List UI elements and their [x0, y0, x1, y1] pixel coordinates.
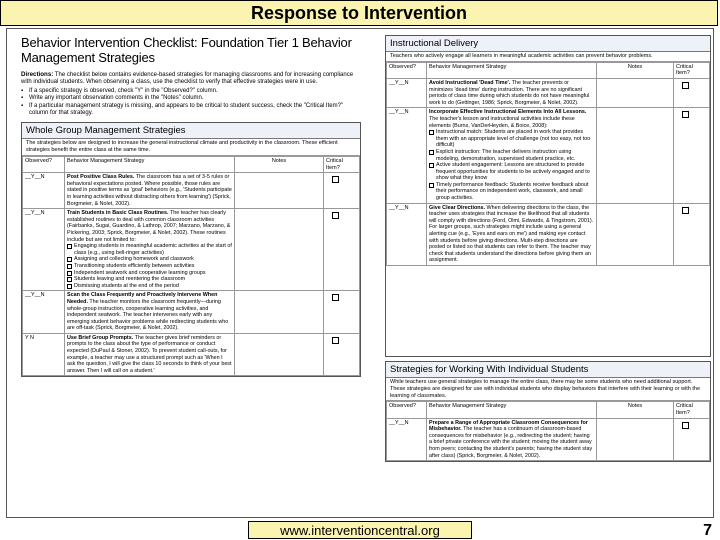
col-strategy: Behavior Management Strategy	[427, 62, 597, 78]
footer-url[interactable]: www.interventioncentral.org	[248, 521, 472, 539]
table-row	[387, 78, 710, 107]
notes-cell[interactable]	[597, 108, 674, 203]
list-item: Timely performance feedback: Students receive feedback about their performance on independent work, classwork, and small group activities.	[429, 182, 594, 202]
instructional-title: Instructional Delivery	[386, 36, 710, 52]
observed-cell[interactable]: __Y__N	[23, 173, 65, 209]
strategy-title: Incorporate Effective Instructional Elements Into All Lessons.	[429, 109, 587, 116]
col-observed: Observed?	[387, 402, 427, 418]
strategy-text: The teacher has clearly established routines to deal with common classroom activities (Fairbanks, Sugai, Guardino, & Lathrop, 2007; Marzano, Marzano, & Pickering, 2003; Sprick, Borgmeier, & Nolet, 2002). These routines include but are not limited to:	[67, 210, 231, 243]
col-observed: Observed?	[23, 157, 65, 173]
instructional-table	[386, 62, 710, 266]
observed-cell[interactable]: __Y__N	[23, 209, 65, 291]
strategy-cell	[65, 333, 235, 376]
col-critical: Critical Item?	[674, 62, 710, 78]
strategy-text: The teacher prevents or minimizes 'dead time' during instruction. There are no significant periods of class time during which students do not have meaningful work to do (Gettinger, 1986; Sprick, Borgmeier, & Nolet, 2002).	[429, 79, 590, 106]
element-list	[429, 129, 594, 202]
list-item: Instructional match: Students are placed in work that provides them with an appropriate level of challenge (not too easy, not too difficult)	[429, 129, 594, 149]
whole-group-title: Whole Group Management Strategies	[22, 123, 360, 139]
col-notes: Notes	[597, 62, 674, 78]
critical-cell[interactable]	[324, 173, 360, 209]
list-item: Assigning and collecting homework and classwork	[67, 256, 232, 263]
directions-bullet: ▪ Write any important observation comments in the "Notes" column.	[21, 95, 361, 102]
critical-checkbox[interactable]	[682, 111, 689, 118]
list-item: Active student engagement: Lessons are structured to provide frequent opportunities for students to be actively engaged and to show what they know	[429, 162, 594, 182]
strategy-text: The teacher's lesson and instructional activities include these elements (Burns, VanDerHeyden, & Boice, 2008):	[429, 115, 575, 129]
notes-cell[interactable]	[597, 203, 674, 265]
table-row	[23, 333, 360, 376]
strategy-title: Train Students in Basic Class Routines.	[67, 210, 169, 217]
observed-cell[interactable]: Y N	[23, 333, 65, 376]
observed-cell[interactable]: __Y__N	[387, 418, 427, 461]
directions-text: The checklist below contains evidence-based strategies for managing classrooms and for increasing compliance with individual students. When observing a class, use the checklist to verify that effective strategies were in use.	[21, 72, 354, 86]
page-number: 7	[703, 522, 712, 539]
individual-section	[385, 361, 711, 462]
observed-cell[interactable]: __Y__N	[387, 108, 427, 203]
col-observed: Observed?	[387, 62, 427, 78]
directions-block	[21, 71, 361, 117]
strategy-cell	[427, 418, 597, 461]
col-strategy: Behavior Management Strategy	[427, 402, 597, 418]
observed-cell[interactable]: __Y__N	[387, 203, 427, 265]
table-row	[387, 203, 710, 265]
checklist-document	[6, 28, 714, 518]
table-row	[387, 418, 710, 461]
notes-cell[interactable]	[597, 418, 674, 461]
individual-description: While teachers use general strategies to manage the entire class, there may be some students who need additional support. These strategies are designed for use with individual students who display behaviors that interfere with their learning or with the learning of classmates.	[386, 378, 710, 401]
strategy-text: The teacher gives brief reminders or prompts to the class about the type of performance or conduct expected (DuPaul & Stoner, 2002). To prevent student call-outs, for example, a teacher may use a structured prompt such as 'When I ask the question, I will give the class 10 seconds to think of your best answer. Then I will call on a student.'	[67, 334, 232, 374]
notes-cell[interactable]	[235, 209, 324, 291]
strategy-cell	[65, 291, 235, 334]
instructional-description: Teachers who actively engage all learners in meaningful academic activities can prevent behavior problems.	[386, 52, 710, 62]
strategy-text: The teacher monitors the classroom frequently—during whole-group instruction, cooperative learning activities, and independent seatwork. The teacher intervenes early with any emerging student behavior problems while redirecting students who are off-task (Sprick, Borgmeier, & Nolet, 2002).	[67, 298, 229, 332]
strategy-title: Give Clear Directions.	[429, 204, 486, 211]
critical-checkbox[interactable]	[332, 294, 339, 301]
col-critical: Critical Item?	[674, 402, 710, 418]
critical-cell[interactable]	[324, 209, 360, 291]
directions-bullet: ▪ If a particular management strategy is missing, and appears to be critical to student success, check the "Critical Item?" column for that strategy.	[21, 103, 361, 118]
table-header-row	[23, 157, 360, 173]
critical-checkbox[interactable]	[332, 176, 339, 183]
table-header-row	[387, 402, 710, 418]
strategy-text: The teacher has a continuum of classroom-based consequences for misbehavior (e.g., redirecting the student; having a brief private conference with the student; moving the student away from peers; contacting the student's parents; having the student stay after class) (Sprick, Borgmeier, & Nolet, 2002).	[429, 426, 593, 459]
col-notes: Notes	[597, 402, 674, 418]
notes-cell[interactable]	[235, 291, 324, 334]
list-item: Explicit instruction: The teacher delivers instruction using modeling, demonstration, supervised student practice, etc.	[429, 149, 594, 162]
strategy-title: Scan the Class Frequently and Proactively Intervene When Needed.	[67, 292, 218, 305]
critical-cell[interactable]	[674, 108, 710, 203]
critical-cell[interactable]	[674, 203, 710, 265]
col-notes: Notes	[235, 157, 324, 173]
critical-cell[interactable]	[324, 333, 360, 376]
routine-list	[67, 243, 232, 289]
individual-table	[386, 401, 710, 461]
table-header-row	[387, 62, 710, 78]
whole-group-section	[21, 122, 361, 377]
table-row	[387, 108, 710, 203]
whole-group-table	[22, 156, 360, 376]
notes-cell[interactable]	[235, 333, 324, 376]
strategy-cell	[427, 78, 597, 107]
strategy-title: Post Positive Class Rules.	[67, 174, 135, 181]
strategy-cell	[65, 173, 235, 209]
strategy-text: The classroom has a set of 3-5 rules or behavioral expectations posted. Where possible, those rules are stated in positive terms as 'goal' behaviors (e.g., 'Students participate in learning activities without distracting others from learning') (Sprick, Borgmeier, & Nolet, 2002).	[67, 174, 232, 207]
right-column	[385, 35, 711, 518]
observed-cell[interactable]: __Y__N	[387, 78, 427, 107]
list-item: Engaging students in meaningful academic activities at the start of class (e.g., using bell-ringer activities)	[67, 243, 232, 256]
list-item: Independent seatwork and cooperative learning groups	[67, 270, 232, 277]
slide-title-bar	[0, 0, 718, 26]
critical-cell[interactable]	[674, 418, 710, 461]
critical-checkbox[interactable]	[682, 207, 689, 214]
critical-checkbox[interactable]	[682, 422, 689, 429]
directions-bullet: ▪ If a specific strategy is observed, check "Y" in the "Observed?" column.	[21, 88, 361, 95]
strategy-title: Use Brief Group Prompts.	[67, 334, 134, 341]
strategy-cell	[427, 203, 597, 265]
col-strategy: Behavior Management Strategy	[65, 157, 235, 173]
notes-cell[interactable]	[235, 173, 324, 209]
list-item: Dismissing students at the end of the period	[67, 283, 232, 290]
strategy-text: When delivering directions to the class, the teacher uses strategies that increase the likelihood that all students will comply with directions (Ford, Olmi, Edwards, & Tingstrom, 2001). For larger groups, such strategies might include using a general alerting cue (e.g., 'Eyes and ears on me') and making eye contact with students before giving directions. Multi-step directions are posted or listed so that students can refer to them. The teacher may check that students understand the directions before giving them an assignment.	[429, 204, 594, 264]
table-row	[23, 173, 360, 209]
strategy-cell	[427, 108, 597, 203]
critical-cell[interactable]	[674, 78, 710, 107]
directions-bullets	[21, 88, 361, 118]
observed-cell[interactable]: __Y__N	[23, 291, 65, 334]
strategy-title: Prepare a Range of Appropriate Classroom Consequences for Misbehavior.	[429, 419, 588, 433]
critical-checkbox[interactable]	[332, 337, 339, 344]
notes-cell[interactable]	[597, 78, 674, 107]
strategy-title: Avoid Instructional 'Dead Time'.	[429, 79, 511, 86]
slide-title: Response to Intervention	[250, 2, 468, 23]
checklist-title: Behavior Intervention Checklist: Foundation Tier 1 Behavior Management Strategies	[21, 35, 352, 65]
col-critical: Critical Item?	[324, 157, 360, 173]
critical-checkbox[interactable]	[332, 212, 339, 219]
whole-group-description: The strategies below are designed to increase the general instructional climate and productivity in the classroom. These efficient strategies benefit the entire class at the same time.	[22, 139, 360, 156]
instructional-section	[385, 35, 711, 357]
left-column	[21, 35, 361, 518]
critical-checkbox[interactable]	[682, 82, 689, 89]
table-row	[23, 291, 360, 334]
table-row	[23, 209, 360, 291]
critical-cell[interactable]	[324, 291, 360, 334]
list-item: Transitioning students efficiently between activities	[67, 263, 232, 270]
individual-title: Strategies for Working With Individual Students	[386, 362, 710, 378]
directions-label: Directions:	[21, 71, 54, 78]
list-item: Students leaving and reentering the classroom	[67, 276, 232, 283]
strategy-cell	[65, 209, 235, 291]
